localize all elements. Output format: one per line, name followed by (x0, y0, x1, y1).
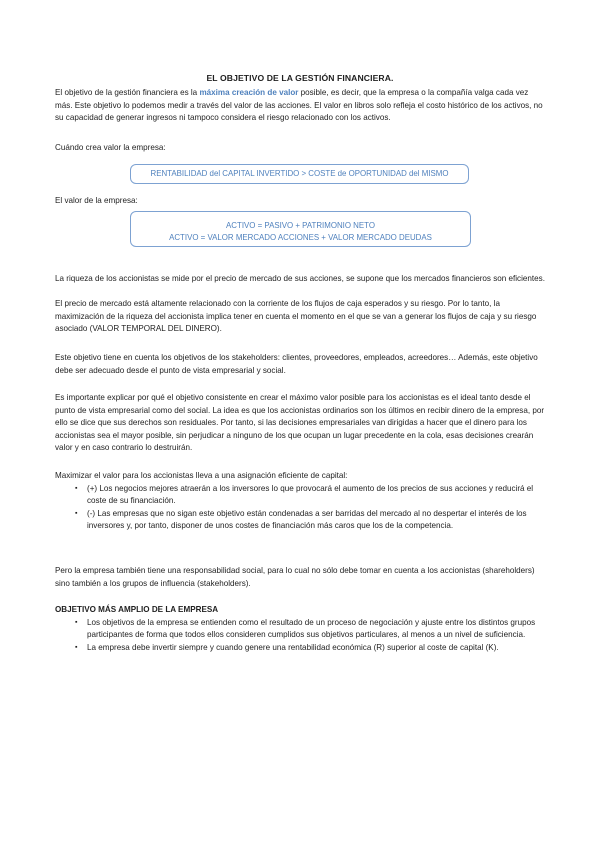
social-paragraph: Pero la empresa también tiene una responsabilidad social, para lo cual no sólo debe tomar en cuenta a los accionistas (shareholders) sino también a los grupos de influencia (stakeholders). (55, 566, 535, 588)
list-item (55, 508, 545, 533)
maximize-list (55, 483, 545, 533)
bullet-icon: ▪ (75, 618, 78, 626)
list-item-text: Los objetivos de la empresa se entienden como el resultado de un proceso de negociación y ajuste entre los distintos grupos participantes de forma que todos ellos consideren cumplidos sus objetivos particulares, al menos a un nivel de suficiencia. (87, 617, 536, 640)
maximize-label: Maximizar el valor para los accionistas lleva a una asignación eficiente de capital: (55, 471, 348, 480)
stakeholders-paragraph: Este objetivo tiene en cuenta los objetivos de los stakeholders: clientes, proveedores, empleados, acreedores… Además, este objetivo debe ser adecuado desde el punto de vista empresarial y social. (55, 353, 538, 375)
bullet-icon: ▪ (75, 643, 78, 651)
company-value-formula-2: ACTIVO = VALOR MERCADO ACCIONES + VALOR MERCADO DEUDAS (169, 233, 432, 242)
maximize-section (55, 470, 545, 533)
list-item (55, 642, 545, 655)
broader-heading: OBJETIVO MÁS AMPLIO DE LA EMPRESA (55, 605, 219, 614)
list-item-text: (-) Las empresas que no sigan este objetivo están condenadas a ser barridas del mercado al no despertar el interés de los inversores y, por tanto, disponer de unos costes de financiación más caros que los de la competencia. (87, 508, 527, 531)
page-title: EL OBJETIVO DE LA GESTIÓN FINANCIERA. (206, 73, 394, 83)
bullet-icon: ▪ (75, 484, 78, 492)
bullet-icon: ▪ (75, 509, 78, 517)
company-value-formula-1: ACTIVO = PASIVO + PATRIMONIO NETO (226, 221, 375, 230)
list-item (55, 617, 545, 642)
creates-value-box (130, 164, 469, 184)
explain-paragraph: Es importante explicar por qué el objetivo consistente en crear el máximo valor posible para los accionistas es el ideal tanto desde el punto de vista empresarial como del social. La idea es que los accionistas ordinarios son los últimos en recibir dinero de la empresa, por ello se dice que sus derechos son residuales. Por tanto, si las decisiones empresariales van dirigidas a hacer que el dinero para los accionistas sea el mayor posible, sin perjudicar a ninguno de los que ocupan un lugar precedente en la cola, esas decisiones crearán valor y en caso contrario lo destruirán. (55, 393, 545, 453)
list-item-text: (+) Los negocios mejores atraerán a los inversores lo que provocará el aumento de los precios de sus acciones y reducirá el coste de su financiación. (87, 483, 534, 506)
creates-value-label: Cuándo crea valor la empresa: (55, 143, 166, 152)
list-item (55, 483, 545, 508)
price-paragraph: El precio de mercado está altamente relacionado con la corriente de los flujos de caja esperados y su riesgo. Por lo tanto, la maximización de la riqueza del accionista implica tener en cuenta el momento en el que se van a generar los flujos de caja y su riesgo asociado (VALOR TEMPORAL DEL DINERO). (55, 299, 537, 334)
company-value-label: El valor de la empresa: (55, 196, 138, 205)
intro-highlight: máxima creación de valor (199, 88, 299, 97)
intro-text-before: El objetivo de la gestión financiera es la (55, 88, 200, 97)
wealth-paragraph: La riqueza de los accionistas se mide por el precio de mercado de sus acciones, se supone que los mercados financieros son eficientes. (55, 274, 545, 283)
intro-text-after: posible, es decir, que la empresa o la compañía valga cada vez más. Este objetivo lo podemos medir a través del valor de las acciones. El valor en libros solo refleja el costo histórico de los activos, no su capacidad de generar ingresos ni tampoco considera el riesgo relacionado con los activos. (55, 88, 543, 123)
list-item-text: La empresa debe invertir siempre y cuando genere una rentabilidad económica (R) superior al coste de capital (K). (87, 642, 499, 652)
intro-paragraph (55, 87, 545, 125)
broader-list (55, 617, 545, 655)
creates-value-formula: RENTABILIDAD del CAPITAL INVERTIDO > COSTE de OPORTUNIDAD del MISMO (150, 169, 449, 178)
broader-section (55, 604, 545, 654)
company-value-box (130, 211, 471, 247)
